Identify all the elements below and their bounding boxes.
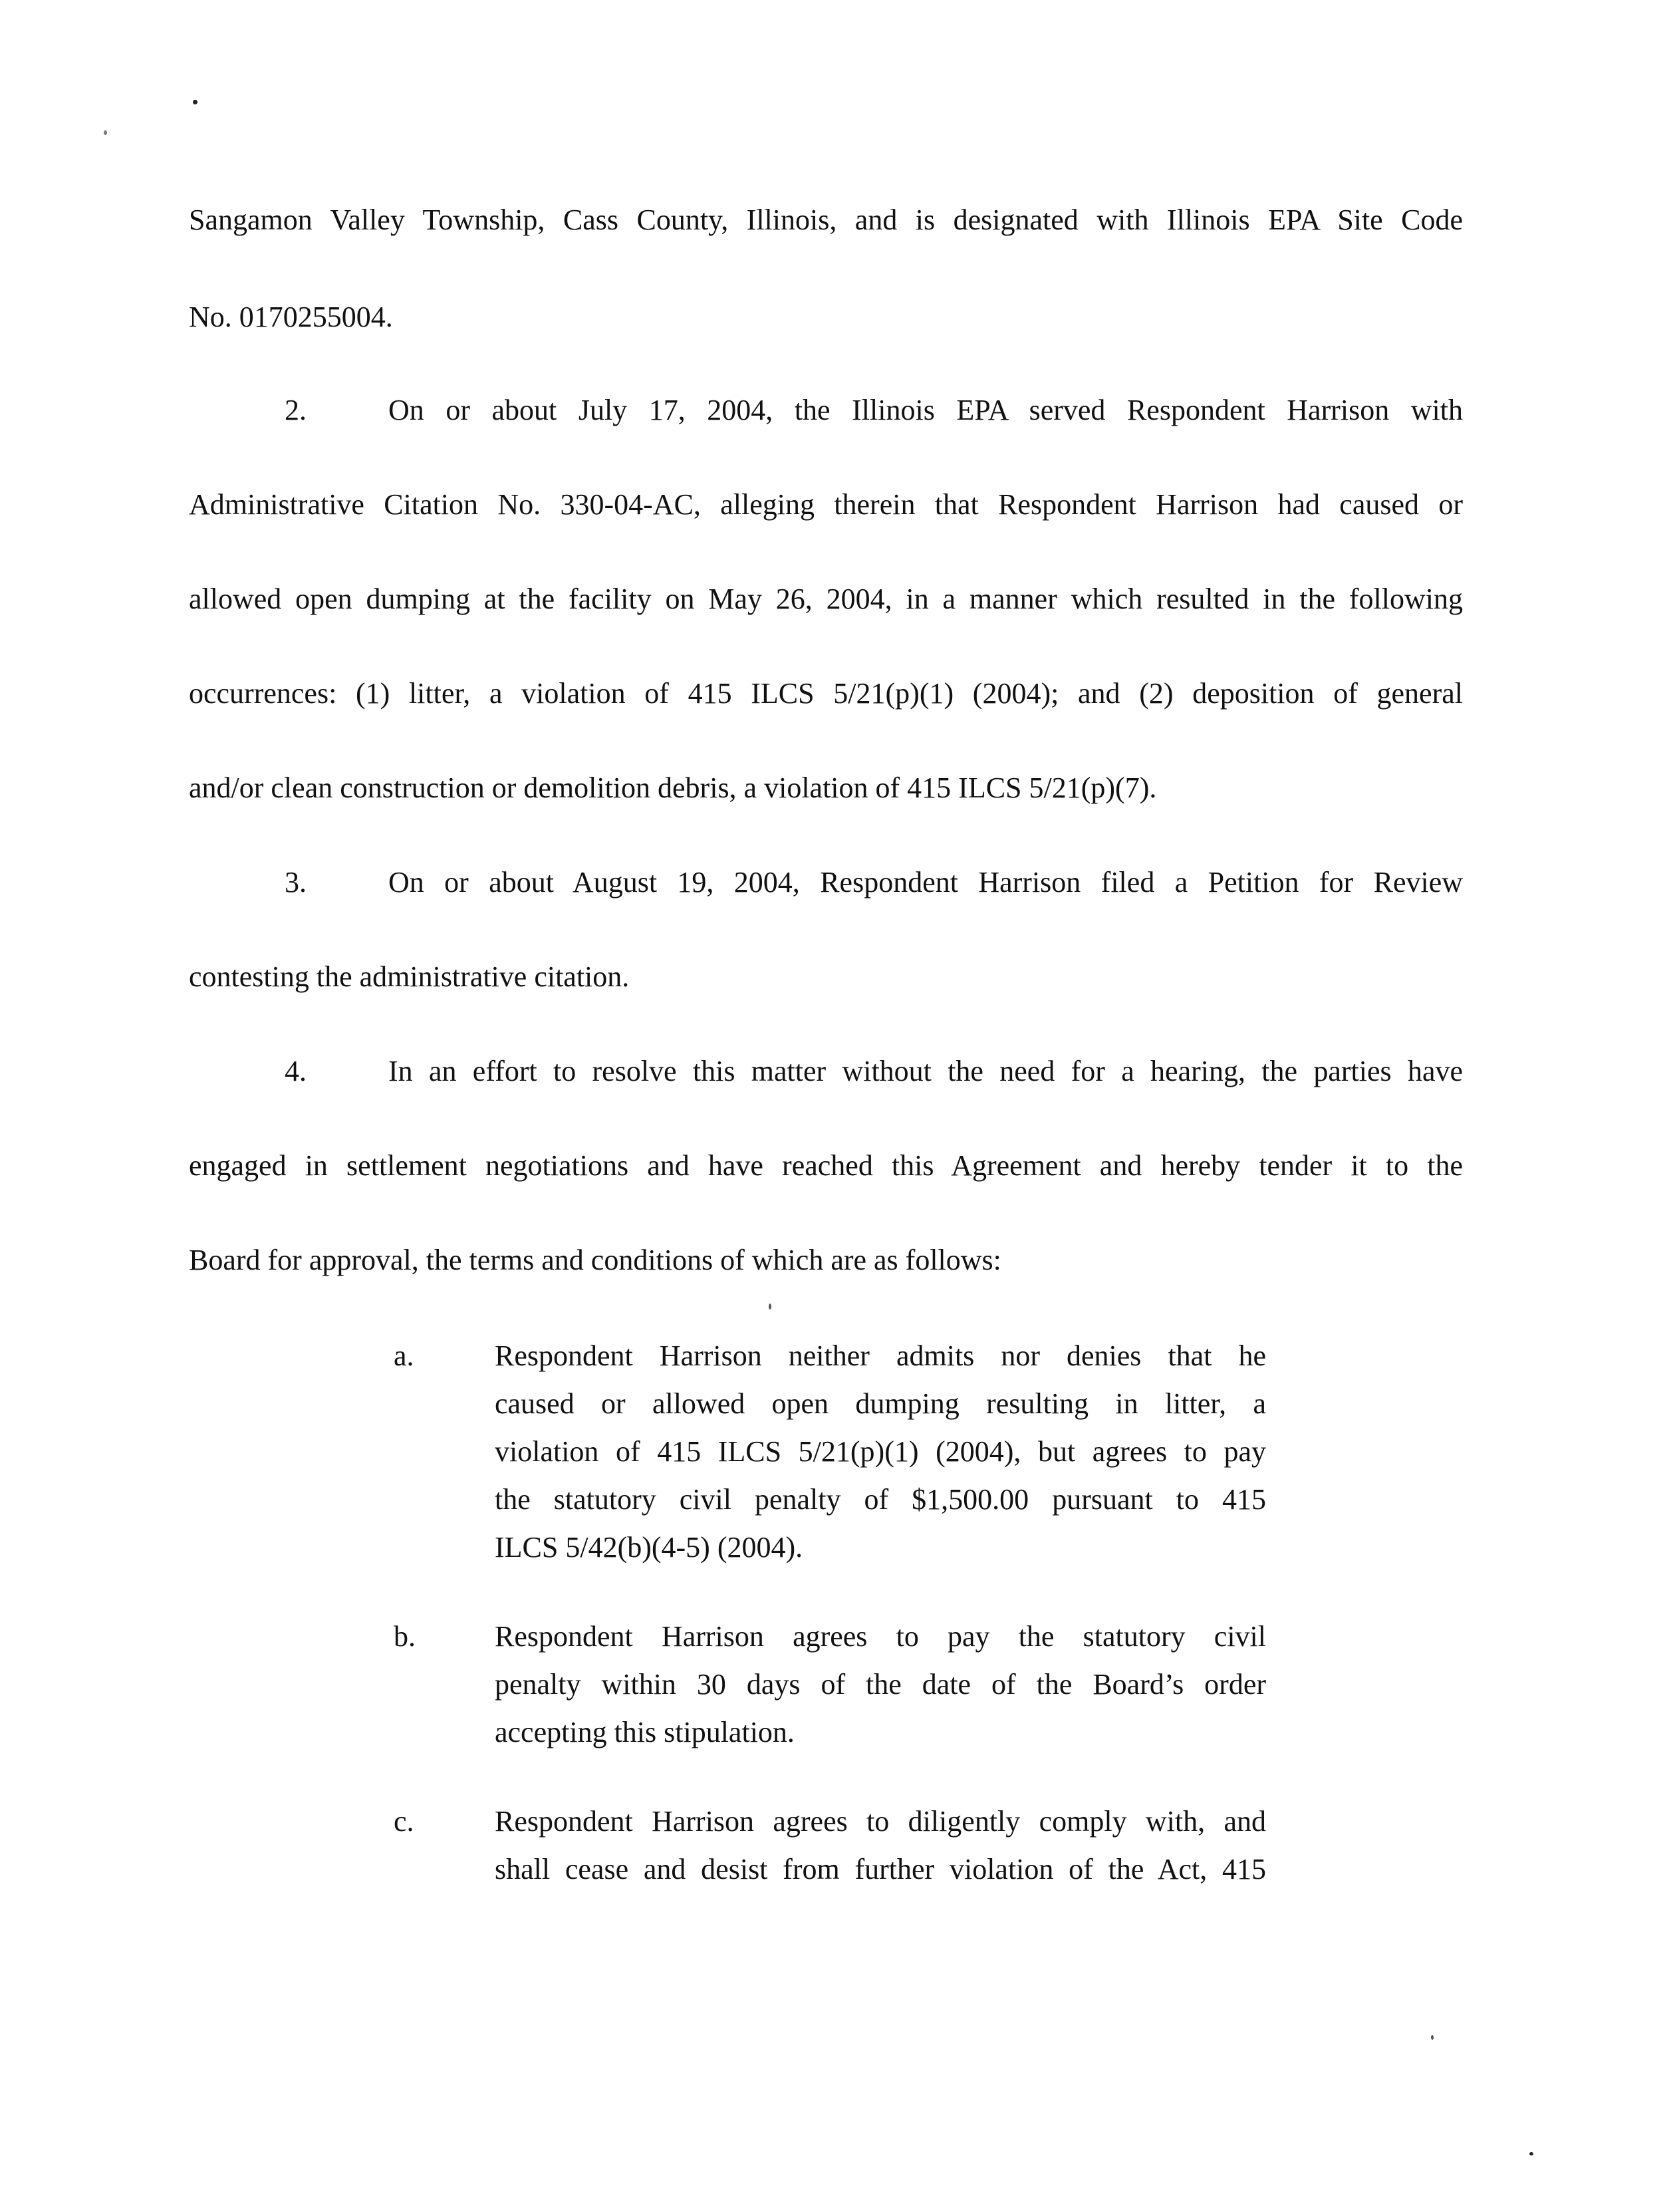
- subitem-text-line: Respondent Harrison agrees to diligently comply with, and: [495, 1805, 1266, 1838]
- subitem-text-line: the statutory civil penalty of $1,500.00 pursuant to 415: [495, 1483, 1266, 1516]
- scan-speck: [104, 130, 107, 135]
- paragraph-number: 3.: [285, 866, 307, 899]
- body-text-line: and/or clean construction or demolition debris, a violation of 415 ILCS 5/21(p)(7).: [189, 771, 1157, 804]
- body-text-line: occurrences: (1) litter, a violation of 415 ILCS 5/21(p)(1) (2004); and (2) deposition of general: [189, 677, 1463, 710]
- subitem-text-line: accepting this stipulation.: [495, 1716, 795, 1748]
- subitem-letter: b.: [394, 1620, 416, 1653]
- subitem-letter: c.: [394, 1805, 414, 1838]
- body-text-line: No. 0170255004.: [189, 301, 393, 333]
- scan-speck: [193, 100, 197, 104]
- body-text-line: engaged in settlement negotiations and have reached this Agreement and hereby tender it to the: [189, 1149, 1463, 1182]
- body-text-line: contesting the administrative citation.: [189, 960, 630, 993]
- body-text-line: Administrative Citation No. 330-04-AC, alleging therein that Respondent Harrison had caused or: [189, 488, 1463, 521]
- scan-speck: [1431, 2035, 1434, 2040]
- subitem-text-line: shall cease and desist from further violation of the Act, 415: [495, 1853, 1266, 1885]
- paragraph-first-line: In an effort to resolve this matter without the need for a hearing, the parties have: [388, 1055, 1463, 1087]
- paragraph-first-line: On or about July 17, 2004, the Illinois EPA served Respondent Harrison with: [388, 394, 1463, 426]
- subitem-text-line: Respondent Harrison neither admits nor denies that he: [495, 1339, 1266, 1372]
- subitem-text-line: caused or allowed open dumping resulting in litter, a: [495, 1387, 1266, 1420]
- paragraph-number: 4.: [285, 1055, 307, 1087]
- paragraph-first-line: On or about August 19, 2004, Respondent Harrison filed a Petition for Review: [388, 866, 1463, 899]
- body-text-line: Board for approval, the terms and conditions of which are as follows:: [189, 1244, 1001, 1276]
- subitem-text-line: ILCS 5/42(b)(4-5) (2004).: [495, 1531, 803, 1564]
- subitem-text-line: penalty within 30 days of the date of the Board’s order: [495, 1668, 1266, 1701]
- scan-speck: [1529, 2152, 1533, 2155]
- subitem-letter: a.: [394, 1339, 414, 1372]
- subitem-text-line: Respondent Harrison agrees to pay the statutory civil: [495, 1620, 1266, 1653]
- body-text-line: Sangamon Valley Township, Cass County, Illinois, and is designated with Illinois EPA Site Code: [189, 204, 1463, 236]
- subitem-text-line: violation of 415 ILCS 5/21(p)(1) (2004), but agrees to pay: [495, 1435, 1266, 1468]
- paragraph-number: 2.: [285, 394, 307, 426]
- scan-speck: [769, 1304, 771, 1310]
- body-text-line: allowed open dumping at the facility on May 26, 2004, in a manner which resulted in the following: [189, 583, 1463, 615]
